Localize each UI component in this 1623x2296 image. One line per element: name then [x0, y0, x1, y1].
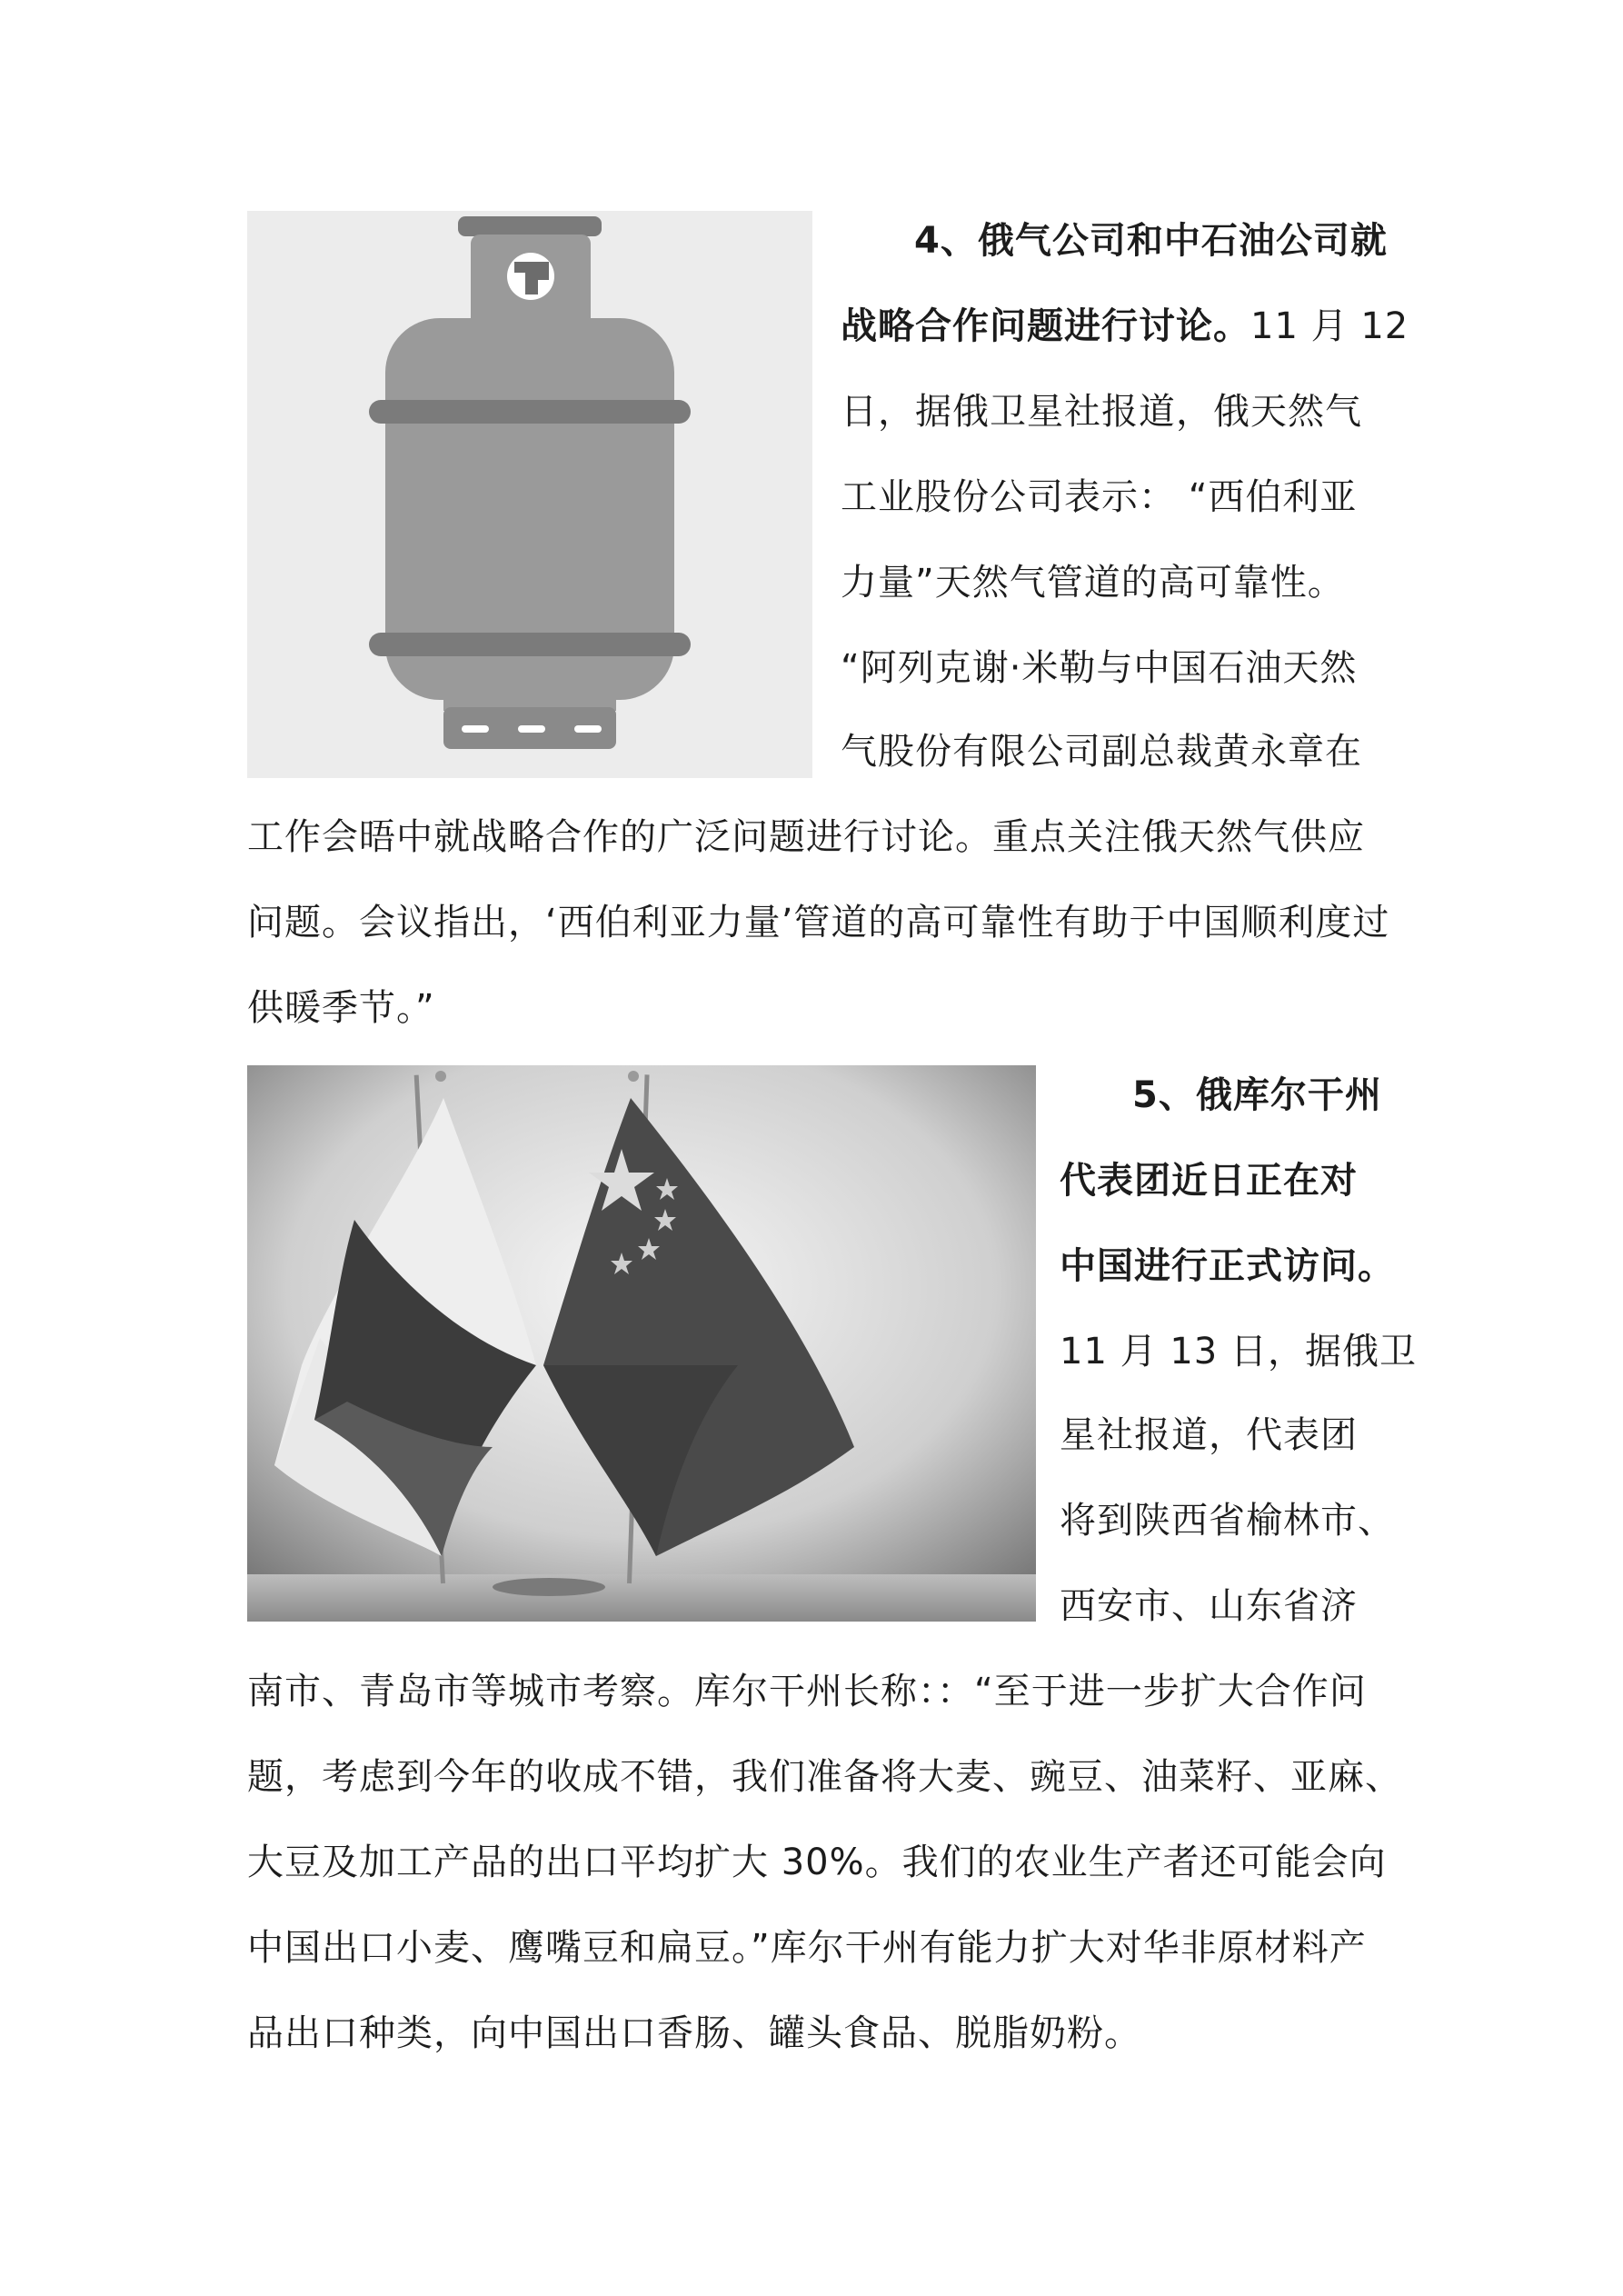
section4-line-2 — [841, 302, 1409, 351]
section5-line-9-normal: 题，考虑到今年的收成不错，我们准备将大麦、豌豆、油菜籽、亚麻、 — [247, 1756, 1402, 1798]
section5-line-8-normal: 南市、青岛市等城市考察。库尔干州长称：：“至于进一步扩大合作问 — [247, 1671, 1367, 1712]
section4-line-1 — [914, 216, 1388, 265]
section5-line-11-normal: 中国出口小麦、鹰嘴豆和扁豆。”库尔干州有能力扩大对华非原材料产 — [247, 1927, 1367, 1969]
section5-line-3 — [1060, 1242, 1395, 1291]
section4-line-10-normal: 供暖季节。” — [247, 987, 435, 1029]
section5-line-7-normal: 西安市、山东省济 — [1060, 1585, 1358, 1627]
section5-line-8 — [247, 1667, 1367, 1716]
section5-line-10 — [247, 1838, 1387, 1887]
section4-line-6 — [841, 644, 1357, 693]
section4-line-8 — [247, 813, 1365, 862]
section5-line-4-normal: 11 月 13 日，据俄卫 — [1060, 1331, 1417, 1373]
section4-line-8-normal: 工作会晤中就战略合作的广泛问题进行讨论。重点关注俄天然气供应 — [247, 816, 1365, 858]
section4-line-7-normal: 气股份有限公司副总裁黄永章在 — [841, 731, 1362, 773]
section4-line-9-normal: 问题。会议指出，‘西伯利亚力量’管道的高可靠性有助于中国顺利度过 — [247, 902, 1390, 943]
section4-line-1-bold: 4、俄气公司和中石油公司就 — [914, 220, 1388, 262]
section4-line-3-normal: 日，据俄卫星社报道，俄天然气 — [841, 391, 1362, 433]
section4-line-10 — [247, 983, 435, 1033]
section5-line-10-normal: 大豆及加工产品的出口平均扩大 30%。我们的农业生产者还可能会向 — [247, 1842, 1387, 1883]
section5-line-1-bold: 5、俄库尔干州 — [1132, 1074, 1382, 1116]
section4-line-6-normal: “阿列克谢·米勒与中国石油天然 — [841, 647, 1358, 689]
section5-line-4 — [1060, 1327, 1417, 1376]
section4-line-4 — [841, 473, 1357, 522]
section5-line-5-normal: 星社报道，代表团 — [1060, 1414, 1358, 1456]
section5-line-2-bold: 代表团近日正在对 — [1060, 1160, 1358, 1202]
section5-line-6 — [1060, 1496, 1395, 1545]
section5-line-11 — [247, 1923, 1367, 1972]
gas-cylinder-image — [247, 211, 812, 778]
russia-china-flags-image — [247, 1065, 1036, 1622]
section5-line-2 — [1060, 1156, 1358, 1205]
section5-line-12 — [247, 2009, 1141, 2058]
section4-line-3 — [841, 387, 1362, 436]
section5-line-1 — [1132, 1071, 1382, 1120]
section5-line-3-bold: 中国进行正式访问。 — [1060, 1245, 1395, 1287]
section5-line-12-normal: 品出口种类，向中国出口香肠、罐头食品、脱脂奶粉。 — [247, 2012, 1141, 2054]
flags-image — [247, 1065, 1036, 1622]
section5-line-6-normal: 将到陕西省榆林市、 — [1060, 1500, 1395, 1542]
section5-line-9 — [247, 1752, 1402, 1802]
section5-line-7 — [1060, 1582, 1358, 1631]
gas-cylinder-icon — [247, 211, 812, 778]
section4-line-2-bold: 战略合作问题进行讨论。 — [841, 305, 1250, 347]
section5-line-5 — [1060, 1411, 1358, 1460]
section4-line-7 — [841, 727, 1362, 776]
section4-line-5-normal: 力量”天然气管道的高可靠性。 — [841, 562, 1345, 604]
section4-line-5 — [841, 558, 1345, 607]
section4-line-9 — [247, 898, 1389, 947]
section4-line-2-normal: 11 月 12 — [1250, 305, 1409, 347]
section4-line-4-normal: 工业股份公司表示： “西伯利亚 — [841, 476, 1358, 518]
